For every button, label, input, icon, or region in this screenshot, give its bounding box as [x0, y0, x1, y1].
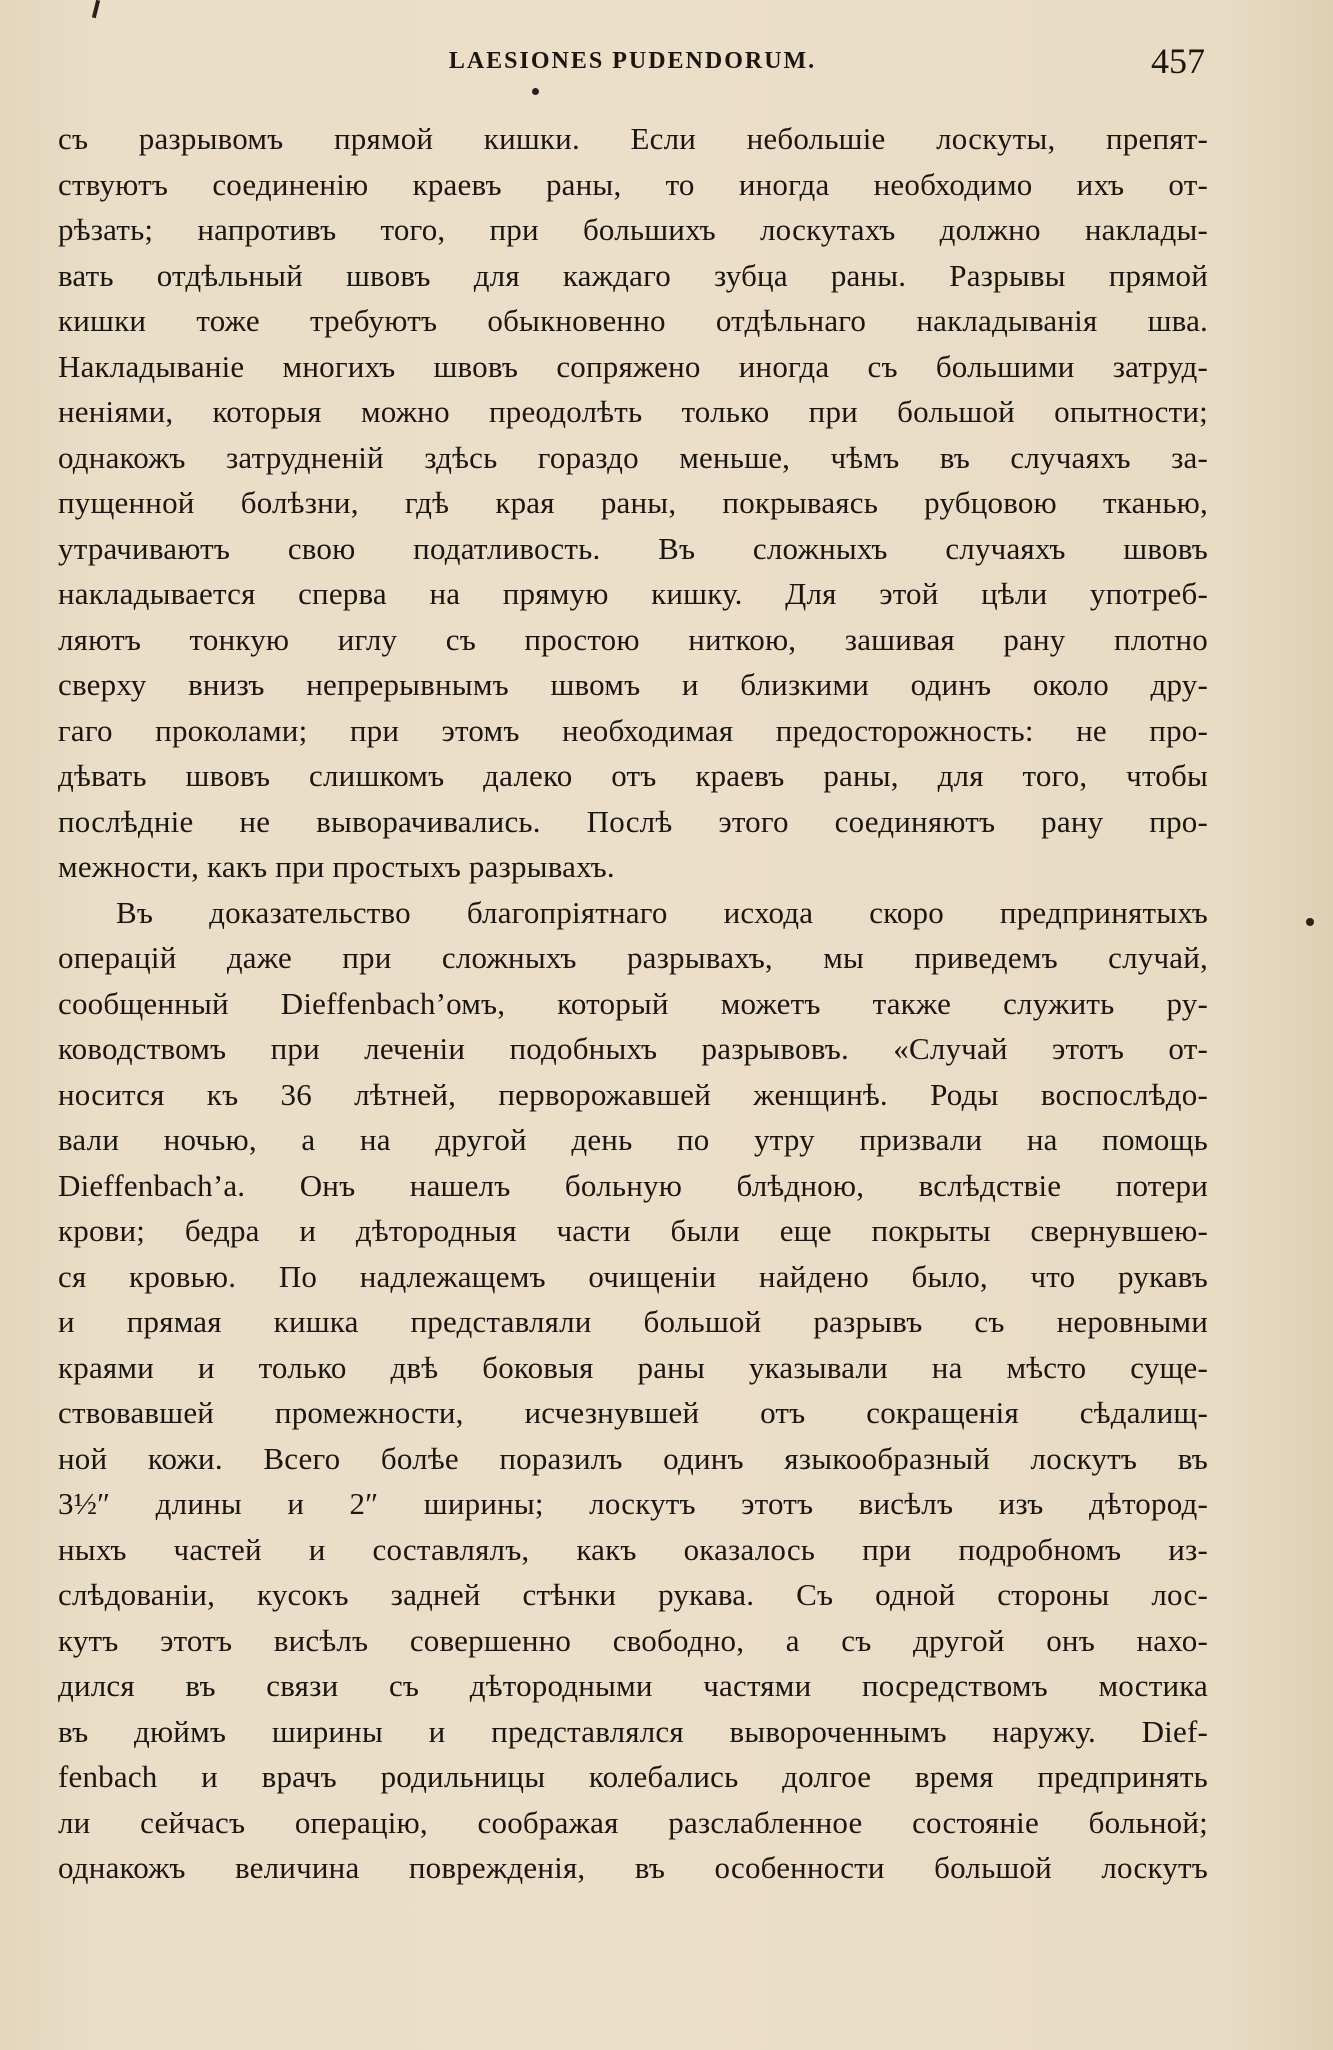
text-line: кутъ этотъ висѣлъ совершенно свободно, а съ другой онъ нахо-	[58, 1622, 1208, 1658]
text-line: ныхъ частей и составлялъ, какъ оказалось при подробномъ из-	[58, 1531, 1208, 1567]
text-line: ководствомъ при леченіи подобныхъ разрывовъ. «Случай этотъ от-	[58, 1031, 1208, 1066]
text-line: накладывается сперва на прямую кишку. Для этой цѣли употреб-	[58, 576, 1208, 611]
text-line: послѣдніе не выворачивались. Послѣ этого соединяютъ рану про-	[58, 803, 1208, 839]
text-line: операцій даже при сложныхъ разрывахъ, мы приведемъ случай,	[58, 940, 1208, 975]
text-line: Dieffenbach’а. Онъ нашелъ больную блѣдною, вслѣдствіе потери	[58, 1167, 1208, 1203]
text-line: ляютъ тонкую иглу съ простою ниткою, зашивая рану плотно	[58, 621, 1208, 657]
text-line: въ дюймъ ширины и представлялся вывороченнымъ наружу. Dief-	[58, 1713, 1208, 1749]
page-number: 457	[1151, 41, 1205, 81]
body-text	[58, 116, 1208, 1891]
paragraph-end-line: межности, какъ при простыхъ разрывахъ.	[58, 849, 615, 884]
text-line: пущенной болѣзни, гдѣ края раны, покрываясь рубцовою тканью,	[58, 485, 1208, 520]
text-line: ной кожи. Всего болѣе поразилъ одинъ языкообразный лоскутъ въ	[58, 1440, 1208, 1476]
text-line: дился въ связи съ дѣтородными частями посредствомъ мостика	[58, 1668, 1208, 1703]
text-line: дѣвать швовъ слишкомъ далеко отъ краевъ раны, для того, чтобы	[58, 758, 1208, 793]
page-header	[60, 40, 1205, 90]
text-line: утрачиваютъ свою податливость. Въ сложныхъ случаяхъ швовъ	[58, 530, 1208, 566]
text-line: ствуютъ соединенію краевъ раны, то иногда необходимо ихъ от-	[58, 166, 1208, 202]
text-line: ствовавшей промежности, исчезнувшей отъ сокращенія сѣдалищ-	[58, 1395, 1208, 1430]
text-line: Накладываніе многихъ швовъ сопряжено иногда съ большими затруд-	[58, 348, 1208, 384]
ink-dot-mark	[532, 88, 539, 95]
text-line: однакожъ затрудненій здѣсь гораздо меньше, чѣмъ въ случаяхъ за-	[58, 439, 1208, 475]
text-line: fenbach и врачъ родильницы колебались долгое время предпринять	[58, 1759, 1208, 1794]
running-head: LAESIONES PUDENDORUM.	[448, 48, 817, 74]
text-line: кишки тоже требуютъ обыкновенно отдѣльнаго накладыванія шва.	[58, 303, 1208, 338]
text-line: краями и только двѣ боковыя раны указывали на мѣсто суще-	[58, 1349, 1208, 1385]
text-line: однакожъ величина поврежденія, въ особенности большой лоскутъ	[58, 1850, 1208, 1885]
text-line: носится къ 36 лѣтней, перворожавшей женщинѣ. Роды воспослѣдо-	[58, 1076, 1208, 1112]
text-line: ли сейчасъ операцію, соображая разслабленное состояніе больной;	[58, 1804, 1208, 1840]
ink-stroke-mark	[92, 0, 100, 18]
text-line: и прямая кишка представляли большой разрывъ съ неровными	[58, 1304, 1208, 1339]
text-line: слѣдованіи, кусокъ задней стѣнки рукава. Съ одной стороны лос-	[58, 1577, 1208, 1612]
margin-dot-mark	[1306, 918, 1314, 926]
text-line: сообщенный Dieffenbach’омъ, который можетъ также служить ру-	[58, 985, 1208, 1021]
text-line: гаго проколами; при этомъ необходимая предосторожность: не про-	[58, 712, 1208, 748]
text-line: рѣзать; напротивъ того, при большихъ лоскутахъ должно наклады-	[58, 212, 1208, 247]
text-line: неніями, которыя можно преодолѣть только при большой опытности;	[58, 394, 1208, 429]
text-line: 3½″ длины и 2″ ширины; лоскутъ этотъ висѣлъ изъ дѣтород-	[58, 1486, 1208, 1521]
text-line: крови; бедра и дѣтородныя части были еще покрыты свернувшею-	[58, 1213, 1208, 1248]
text-line: сверху внизъ непрерывнымъ швомъ и близкими одинъ около дру-	[58, 667, 1208, 702]
text-line: съ разрывомъ прямой кишки. Если небольшіе лоскуты, препят-	[58, 121, 1208, 156]
text-line: вать отдѣльный швовъ для каждаго зубца раны. Разрывы прямой	[58, 257, 1208, 293]
paragraph-start-line: Въ доказательство благопріятнаго исхода скоро предпринятыхъ	[116, 894, 1208, 930]
text-line: вали ночью, а на другой день по утру призвали на помощь	[58, 1122, 1208, 1157]
text-line: ся кровью. По надлежащемъ очищеніи найдено было, что рукавъ	[58, 1258, 1208, 1294]
